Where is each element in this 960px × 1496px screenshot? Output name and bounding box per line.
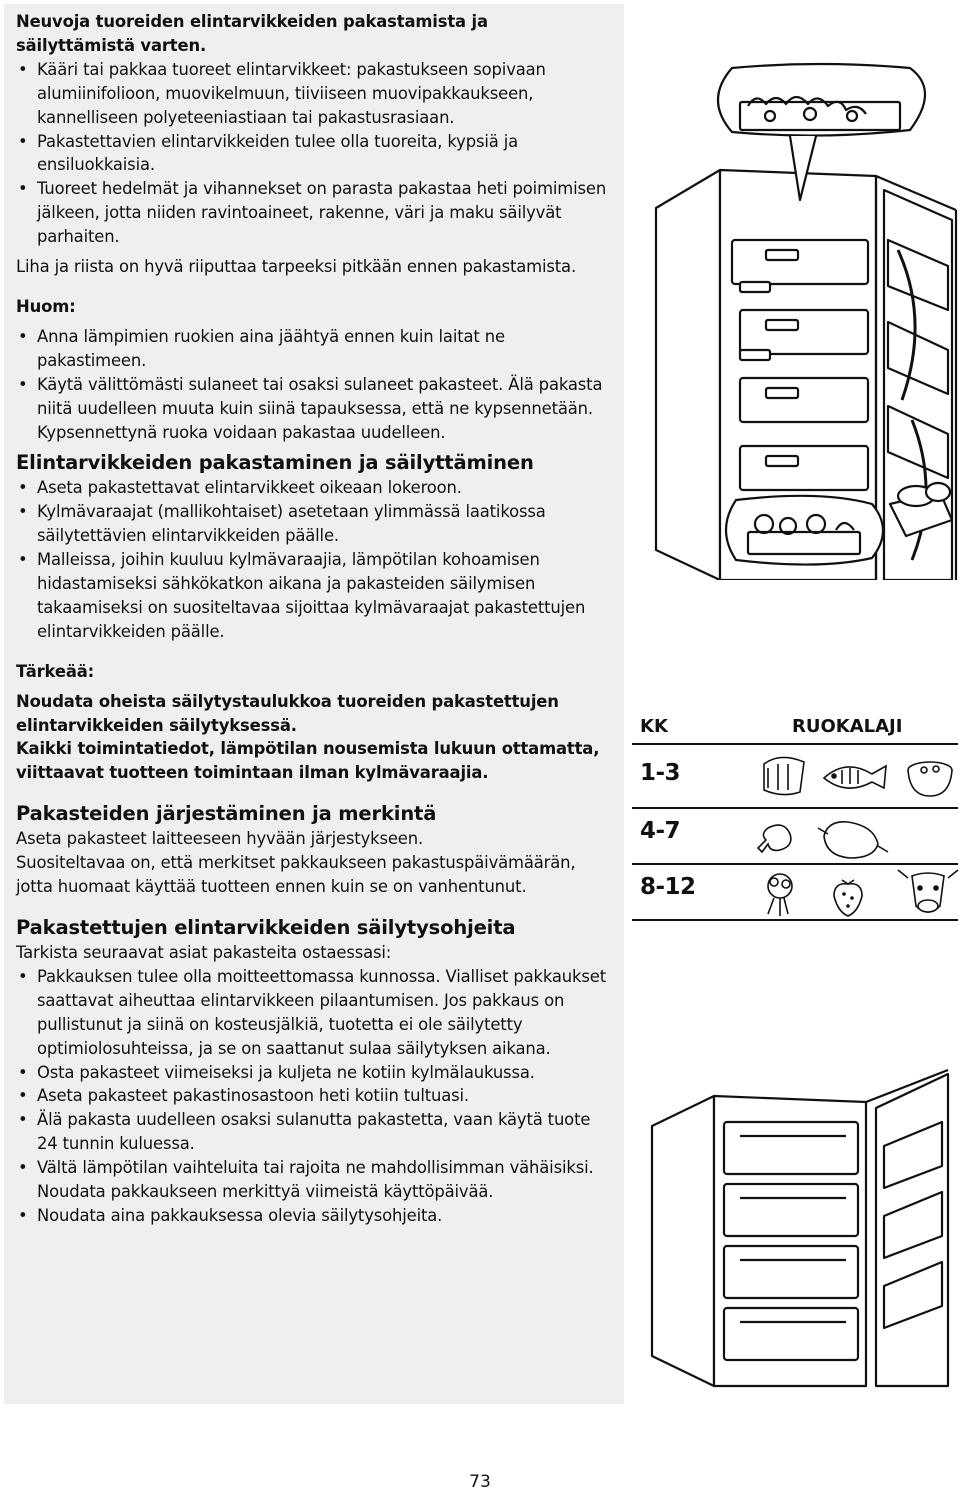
list-item: • Noudata aina pakkauksessa olevia säilytysohjeita.: [16, 1204, 612, 1228]
storage-intro: Tarkista seuraavat asiat pakasteita ostaessasi:: [16, 943, 392, 962]
list-item: • Osta pakasteet viimeiseksi ja kuljeta ne kotiin kylmälaukussa.: [16, 1061, 612, 1085]
list-item: • Tuoreet hedelmät ja vihannekset on parasta pakastaa heti poimimisen jälkeen, jotta niiden ravintoaineet, rakenne, väri ja maku säilyvät parhaiten.: [16, 177, 612, 249]
arranging-paragraph-1: Aseta pakasteet laitteeseen hyvään järjestykseen.: [16, 829, 424, 849]
list-item: • Pakastettavien elintarvikkeiden tulee olla tuoreita, kypsiä ja ensiluokkaisia.: [16, 130, 612, 178]
section-title-fresh-food-advice: Neuvoja tuoreiden elintarvikkeiden pakastamista ja säilyttämistä varten.: [16, 12, 488, 55]
bread-icon: [764, 757, 804, 794]
list-item: • Pakkauksen tulee olla moitteettomassa kunnossa. Vialliset pakkaukset saattavat aiheuttaa elintarvikkeen pilaantumisen. Jos pakkaus on pullistunut ja siinä on kosteusjälkiä, tuotetta ei ole säilytetty optimiolosuhteissa, ja se on saattanut sulaa säilytyksen aikana.: [16, 965, 612, 1061]
months-row-2: 4-7: [640, 818, 681, 844]
strawberry-icon: [834, 880, 862, 916]
vegetables-icon: [768, 874, 792, 916]
open-freezer-illustration: [640, 1056, 958, 1396]
section-title-freezing-storing: Elintarvikkeiden pakastaminen ja säilyttäminen: [16, 451, 534, 475]
arranging-paragraph-2: Suositeltavaa on, että merkitset pakkaukseen pakastuspäivämäärän, jotta huomaat käyttää tuotteen ennen kuin se on vanhentunut.: [16, 853, 576, 897]
page-number: 73: [469, 1472, 491, 1492]
freezer-drawers-illustration: [640, 60, 960, 580]
storage-bullets: [16, 965, 612, 1228]
list-item: • Malleissa, joihin kuuluu kylmävaraajia, lämpötilan kohoamisen hidastamiseksi sähkökatkon aikana ja pakasteiden säilymisen takaamiseksi on suositeltavaa sijoittaa kylmävaraajat pakastettujen elintarvikkeiden päälle.: [16, 548, 612, 644]
list-item: • Vältä lämpötilan vaihteluita tai rajoita ne mahdollisimman vähäisiksi. Noudata pakkaukseen merkittyä viimeistä käyttöpäivää.: [16, 1156, 612, 1204]
section-title-storage-instructions: Pakastettujen elintarvikkeiden säilytysohjeita: [16, 916, 516, 939]
chicken-icon: [818, 822, 888, 858]
list-item: • Aseta pakastettavat elintarvikkeet oikeaan lokeroon.: [16, 476, 612, 500]
list-item: • Aseta pakasteet pakastinosastoon heti kotiin tultuasi.: [16, 1084, 612, 1108]
poultry-leg-icon: [758, 825, 791, 852]
meat-note: Liha ja riista on hyvä riiputtaa tarpeeksi pitkään ennen pakastamista.: [16, 257, 577, 277]
storage-table-lines: [628, 708, 960, 938]
fresh-food-bullets: [16, 58, 612, 249]
fish-icon: [824, 766, 886, 788]
list-item: • Käytä välittömästi sulaneet tai osaksi sulaneet pakasteet. Älä pakasta niitä uudelleen muuta kuin siinä tapauksessa, että ne kypsennetään. Kypsennettynä ruoka voidaan pakastaa uudelleen.: [16, 373, 612, 445]
note-title: Huom:: [16, 296, 76, 316]
freezing-bullets: [16, 476, 612, 643]
months-header: KK: [640, 716, 668, 737]
list-item: • Kääri tai pakkaa tuoreet elintarvikkeet: pakastukseen sopivaan alumiinifolioon, muovikelmuun, tiiviiseen muovipakkaukseen, kannelliseen polyeteeniastiaan tai pakastusrasiaan.: [16, 58, 612, 130]
important-paragraph-2: Kaikki toimintatiedot, lämpötilan nousemista lukuun ottamatta, viittaavat tuotteen toimintaan ilman kylmävaraajia.: [16, 739, 600, 783]
list-item: • Kylmävaraajat (mallikohtaiset) asetetaan ylimmässä laatikossa säilytettävien elintarvikkeiden päälle.: [16, 500, 612, 548]
storage-time-table: [628, 708, 960, 938]
text-column: [4, 4, 624, 1404]
months-row-3: 8-12: [640, 874, 696, 900]
important-paragraph-1: Noudata oheista säilytystaulukkoa tuoreiden pakastettujen elintarvikkeiden säilytyksessä.: [16, 691, 559, 735]
list-item: • Älä pakasta uudelleen osaksi sulanutta pakastetta, vaan käytä tuote 24 tunnin kuluessa.: [16, 1108, 612, 1156]
cow-icon: [898, 870, 958, 912]
list-item: • Anna lämpimien ruokien aina jäähtyä ennen kuin laitat ne pakastimeen.: [16, 325, 612, 373]
months-row-1: 1-3: [640, 760, 681, 786]
note-bullets: [16, 325, 612, 445]
section-title-arranging-labeling: Pakasteiden järjestäminen ja merkintä: [16, 802, 437, 826]
important-title: Tärkeää:: [16, 661, 95, 681]
soup-bowl-icon: [908, 762, 952, 796]
food-type-header: RUOKALAJI: [792, 716, 903, 737]
